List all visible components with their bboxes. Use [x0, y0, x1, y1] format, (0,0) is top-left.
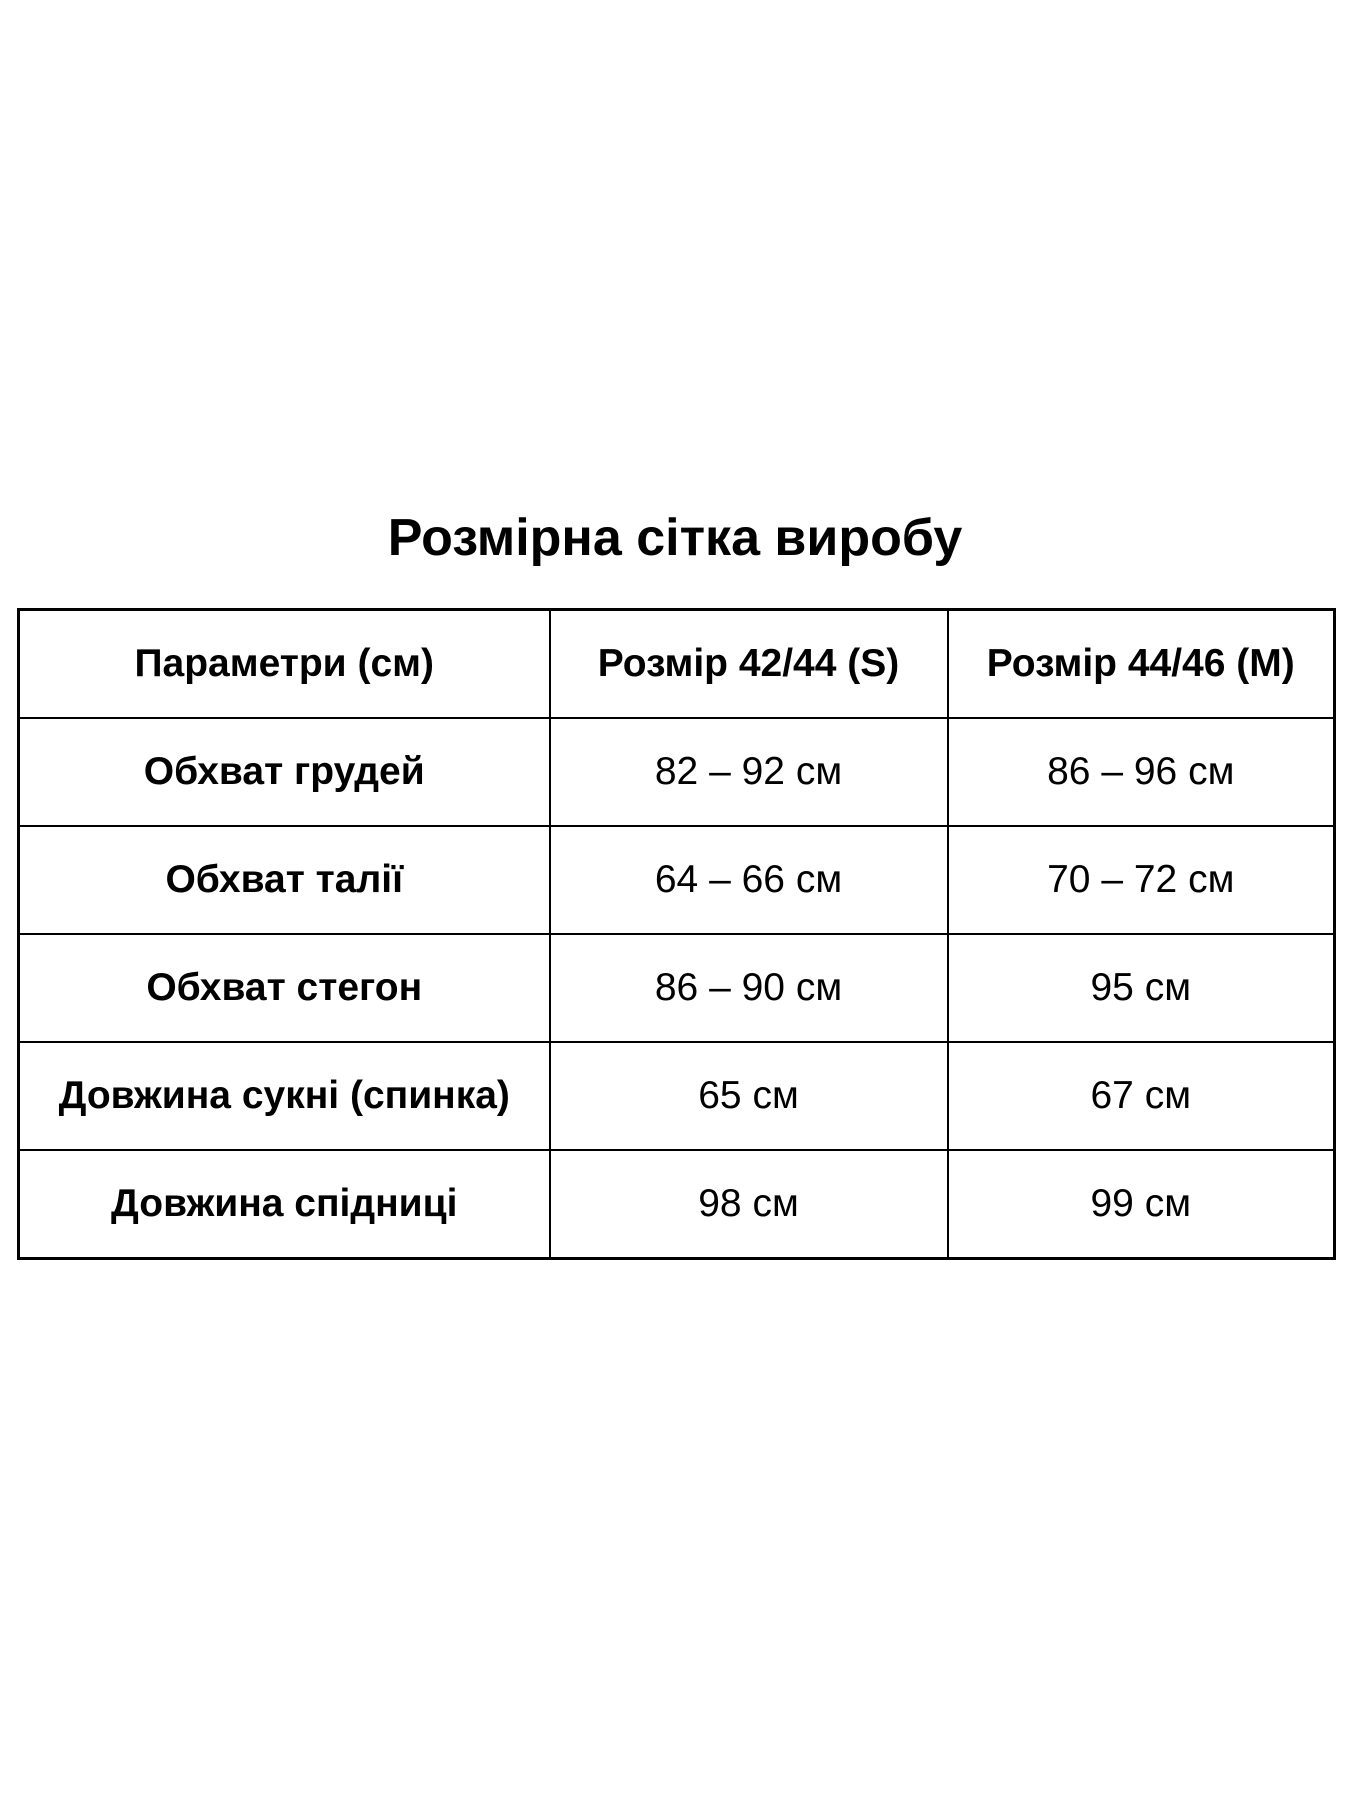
cell-size-s: 86 – 90 см [550, 934, 948, 1042]
row-label: Обхват грудей [19, 718, 550, 826]
header-parameters: Параметри (см) [19, 610, 550, 719]
row-label: Обхват стегон [19, 934, 550, 1042]
row-label: Довжина спідниці [19, 1150, 550, 1259]
cell-size-m: 95 см [948, 934, 1335, 1042]
table-row [19, 934, 1335, 1042]
cell-size-s: 98 см [550, 1150, 948, 1259]
cell-size-m: 67 см [948, 1042, 1335, 1150]
table-header-row [19, 610, 1335, 719]
page-title: Розмірна сітка виробу [387, 509, 963, 567]
row-label: Обхват талії [19, 826, 550, 934]
cell-size-m: 70 – 72 см [948, 826, 1335, 934]
cell-size-m: 86 – 96 см [948, 718, 1335, 826]
cell-size-m: 99 см [948, 1150, 1335, 1259]
table-row [19, 826, 1335, 934]
row-label: Довжина сукні (спинка) [19, 1042, 550, 1150]
table-row [19, 1042, 1335, 1150]
cell-size-s: 82 – 92 см [550, 718, 948, 826]
table-row [19, 1150, 1335, 1259]
cell-size-s: 65 см [550, 1042, 948, 1150]
header-size-m: Розмір 44/46 (M) [948, 610, 1335, 719]
table-row [19, 718, 1335, 826]
size-chart-table [17, 608, 1336, 1260]
cell-size-s: 64 – 66 см [550, 826, 948, 934]
header-size-s: Розмір 42/44 (S) [550, 610, 948, 719]
